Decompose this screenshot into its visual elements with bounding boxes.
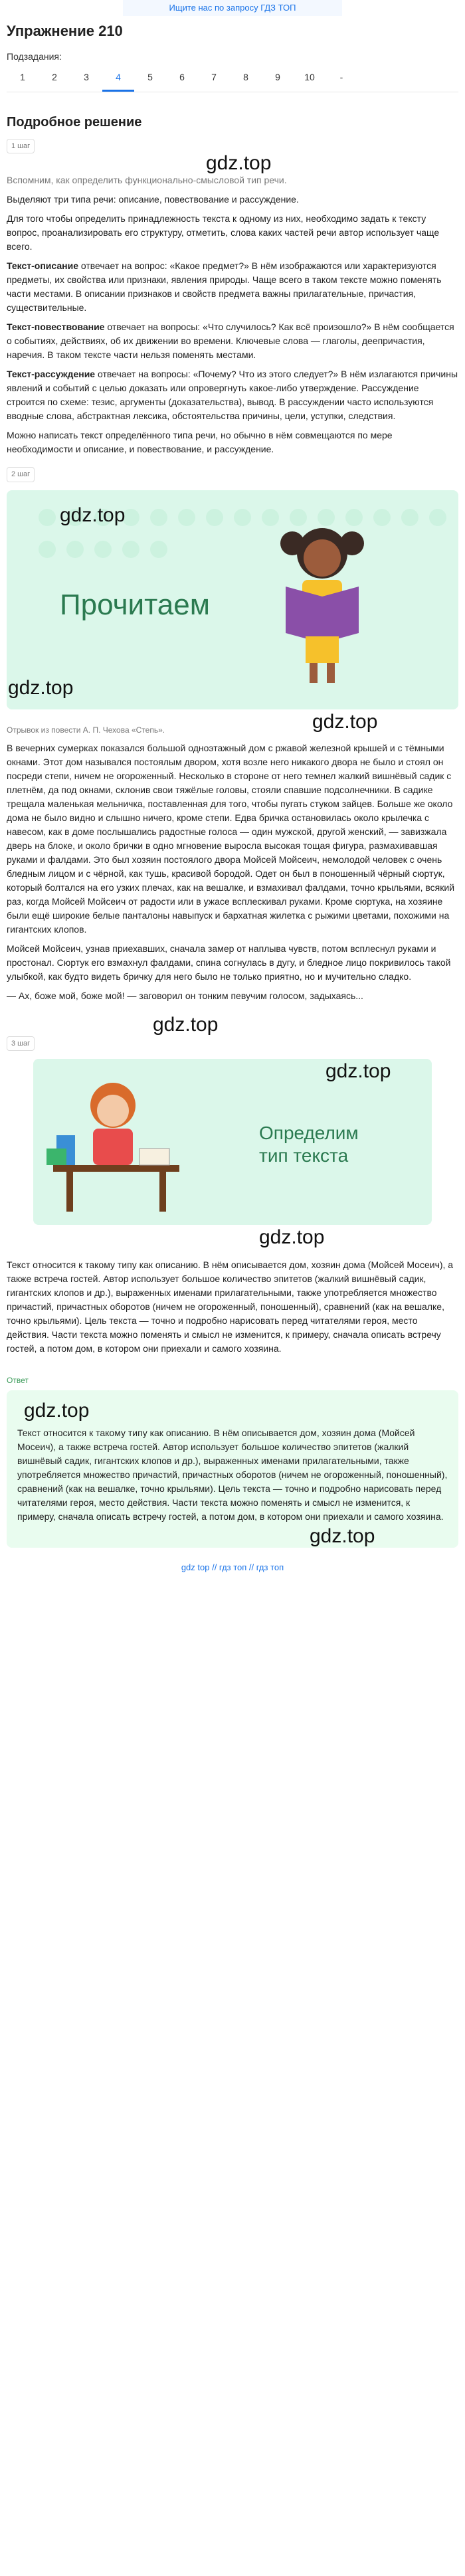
source-line: Отрывок из повести А. П. Чехова «Степь».: [7, 725, 165, 735]
page-title: Упражнение 210: [7, 22, 123, 39]
footer-links[interactable]: gdz top // гдз топ // гдз топ: [181, 1562, 284, 1572]
subtask-tab[interactable]: 10: [304, 71, 315, 82]
step-label-1: 1 шаг: [7, 139, 458, 154]
subtask-tab[interactable]: 5: [147, 71, 153, 82]
subtask-tab[interactable]: 2: [52, 71, 57, 82]
watermark: gdz.top: [310, 1525, 375, 1547]
step-label-3: 3 шаг: [7, 1036, 458, 1052]
subtask-tab[interactable]: 7: [211, 71, 217, 82]
step-label-2: 2 шаг: [7, 467, 458, 482]
step1-end: Можно написать текст определённого типа речи, но обычно в нём совмещаются по мере необходимости и описание, и повествование, и рассуждение.: [7, 430, 393, 454]
type-card: [33, 1059, 432, 1225]
step1-p1: Выделяют три типа речи: описание, повествование и рассуждение.: [7, 194, 299, 205]
answer-box: [7, 1390, 458, 1548]
step1-intro: Вспомним, как определить функционально-смысловой тип речи.: [7, 175, 287, 185]
step1-reas: Текст-рассуждение отвечает на вопросы: «Почему? Что из этого следует?» В нём излагаются причины явлений и событий с целью доказать или опровергнуть какое-либо утверждение. Рассуждение строится по схеме: тезис, аргументы (доказательства), вывод. В рассуждении часто используются вводные слова, абстрактная лексика, обстоятельства причины, цели, уступки, следствия.: [7, 369, 458, 421]
watermark: gdz.top: [153, 1013, 219, 1036]
girl-reading-illustration: [266, 517, 379, 690]
subtask-tab[interactable]: 9: [275, 71, 280, 82]
watermark: gdz.top: [326, 1060, 391, 1082]
subtask-tab[interactable]: 8: [243, 71, 248, 82]
subtask-tab[interactable]: 3: [84, 71, 89, 82]
watermark: gdz.top: [312, 710, 378, 733]
watermark: gdz.top: [60, 504, 126, 526]
chekhov-text-1: В вечерних сумерках показался большой одноэтажный дом с ржавой железной крышей и с тёмными окнами. Этот дом назывался постоялым двором, хотя возле него никакого двора не было и стоял он посреди степи, ничем не огороженный. Несколько в стороне от него темнел жалкий вишнёвый садик с плетнём, да под окнами, склонив свои тяжёлые головы, стояли спавшие подсолнечники. В садике трещала маленькая мельничка, поставленная для того, чтобы пугать стуком зайцев. Больше же около дома не было видно и слышно ничего, кроме степи. Едва бричка остановилась около крылечка с навесом, как в доме послышались радостные голоса — один мужской, другой женский, — завизжала дверь на блоке, и около брички в одно мгновение выросла высокая тощая фигура, размахивавшая руками и фалдами. Это был хозяин постоялого двора Мойсей Мойсеич, немолодой человек с очень бледным лицом и с чёрной, как тушь, красивой бородой. Одет он был в поношенный чёрный сюртук, который болтался на его узких плечах, как на вешалке, и взмахивал фалдами, точно крыльями, всякий раз, когда Мойсей Мойсеич от радости или в ужасе всплескивал руками. Кроме сюртука, на хозяине были ещё широкие белые панталоны навыпуск и бархатная жилетка с рыжими цветами, похожими на гигантских клопов.: [7, 742, 455, 935]
subtask-tab[interactable]: 6: [179, 71, 185, 82]
subtask-tabs: [7, 66, 458, 92]
subtask-tab[interactable]: 1: [20, 71, 25, 82]
answer-label: Ответ: [7, 1376, 29, 1385]
step1-narr: Текст-повествование отвечает на вопросы: «Что случилось? Как всё произошло?» В нём сообщается о событиях, действиях, об их движении во времени. Ключевые слова — глаголы, деепричастия, наречия. В таком тексте части нельзя поменять местами.: [7, 322, 454, 360]
chekhov-text-3: — Ах, боже мой, боже мой! — заговорил он тонким певучим голосом, задыхаясь...: [7, 990, 363, 1001]
subtask-tab[interactable]: 4: [102, 66, 134, 92]
watermark: gdz.top: [8, 676, 74, 699]
card-type-text: Определим тип текста: [259, 1123, 359, 1166]
solution-heading: Подробное решение: [7, 114, 142, 130]
step1-p2: Для того чтобы определить принадлежность текста к одному из них, необходимо задать к тексту вопрос, проанализировать его структуру, отметить, слова каких частей речи автор использует чаще всего.: [7, 213, 440, 252]
read-card: [7, 490, 458, 709]
subtask-tab[interactable]: -: [339, 71, 343, 82]
step3-text: Текст относится к такому типу как описанию. В нём описывается дом, хозяин дома (Мойсей Мосеич), а также встреча гостей. Автор использует большое количество эпитетов (жалкий вишнёвый садик, гигантских клопов и др.), выраженных именами прилагательными, также употребляется множество причастий, причастных оборотов (ничем не огороженный, поношенный), сравнений (как на вешалке, точно крыльями). Цель текста — точно и подробно нарисовать перед читателями героя, место действия. Части текста можно поменять и смысл не изменится, к примеру, сначала описать встречу гостей, а потом дом, в котором они приехали и самого хозяина.: [7, 1259, 454, 1354]
watermark: gdz.top: [24, 1400, 90, 1422]
answer-text: Текст относится к такому типу как описанию. В нём описывается дом, хозяин дома (Мойсей Мосеич), а также встреча гостей. Автор использует большое количество эпитетов (жалкий вишнёвый садик, гигантских клопов и др.), выраженных именами прилагательными, также употребляется множество причастий, причастных оборотов (ничем не огороженный, поношенный), сравнений (как на вешалке, точно крыльями). Цель текста — точно и подробно нарисовать перед читателями героя, место действия. Части текста можно поменять и смысл не изменится, к примеру, сначала описать встречу гостей, а потом дом, в котором они приехали и самого хозяина.: [17, 1427, 448, 1522]
top-banner[interactable]: Ищите нас по запросу ГДЗ ТОП: [123, 0, 342, 16]
step1-desc: Текст-описание отвечает на вопрос: «Какое предмет?» В нём изображаются или характеризуются предметы, их свойства или признаки, явления природы. Чаще всего в таком тексте можно поменять части местами. В описании признаков и свойств предмета важны прилагательные, причастия, существительные.: [7, 260, 442, 313]
subtasks-label: Подзадания:: [7, 50, 62, 62]
card-read-text: Прочитаем: [60, 588, 210, 621]
chekhov-text-2: Мойсей Мойсеич, узнав приехавших, сначала замер от наплыва чувств, потом всплеснул руками и простонал. Сюртук его взмахнул фалдами, спина согнулась в дугу, и бледное лицо покривилось такой улыбкой, как будто видеть бричку для него было не только приятно, но и мучительно сладко.: [7, 943, 451, 982]
girl-studying-illustration: [40, 1065, 193, 1218]
watermark: gdz.top: [206, 152, 272, 174]
watermark: gdz.top: [259, 1226, 325, 1248]
